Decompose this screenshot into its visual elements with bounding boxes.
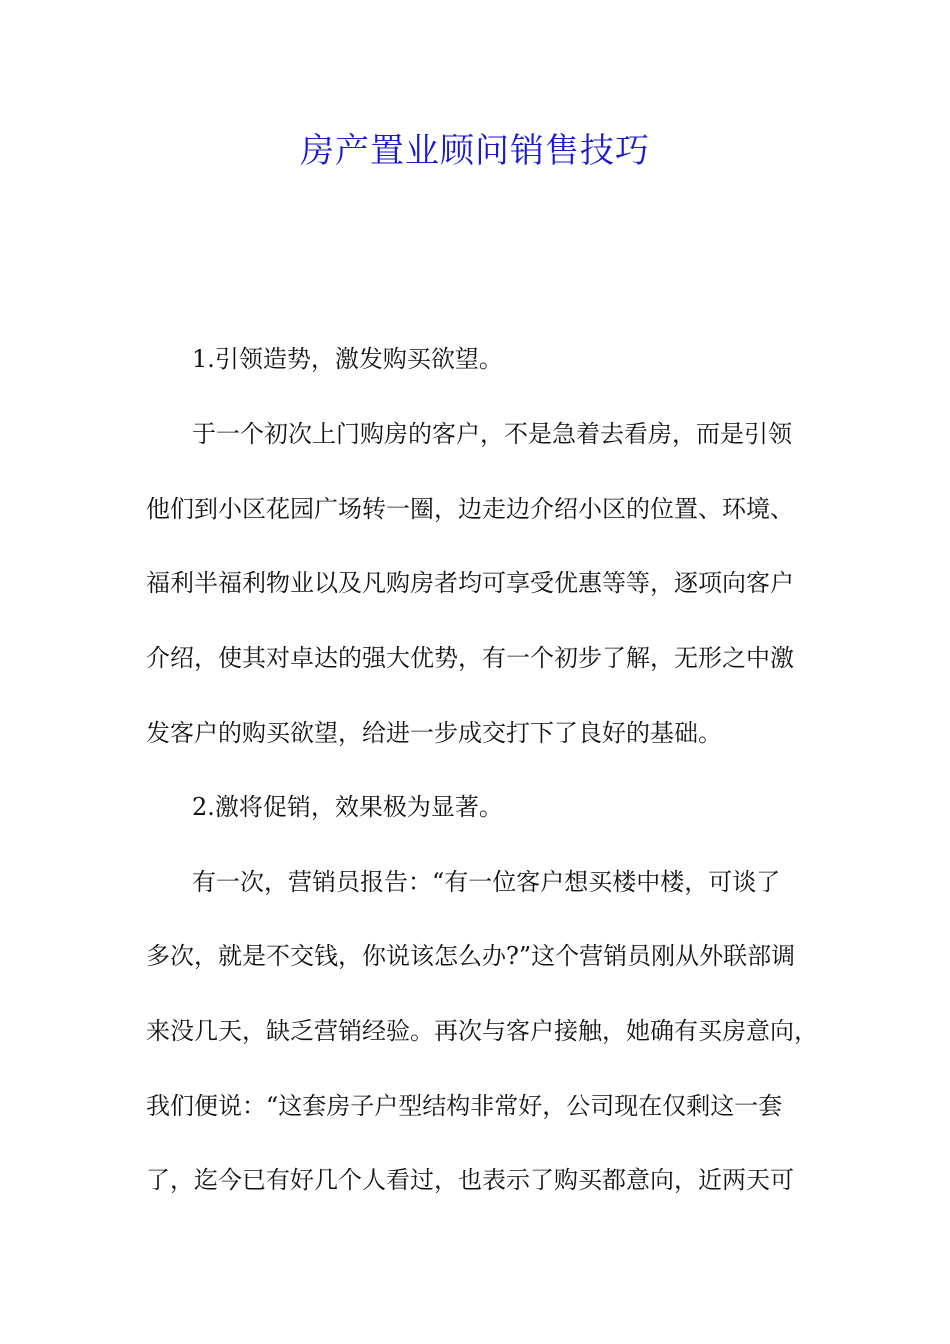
paragraph-line: 多次，就是不交钱，你说该怎么办?”这个营销员刚从外联部调 <box>146 942 796 970</box>
paragraph-line: 发客户的购买欲望，给进一步成交打下了良好的基础。 <box>146 719 722 747</box>
paragraph-line: 介绍，使其对卓达的强大优势，有一个初步了解，无形之中激 <box>146 644 794 672</box>
paragraph-line: 来没几天，缺乏营销经验。再次与客户接触，她确有买房意向， <box>146 1017 818 1045</box>
paragraph-line: 于一个初次上门购房的客户，不是急着去看房，而是引领 <box>192 420 792 448</box>
paragraph-line: 福利半福利物业以及凡购房者均可享受优惠等等，逐项向客户 <box>146 569 794 597</box>
heading-2: 2.激将促销，效果极为显著。 <box>192 793 503 821</box>
paragraph-line: 我们便说：“这套房子户型结构非常好，公司现在仅剩这一套 <box>146 1092 783 1120</box>
paragraph-line: 了，迄今已有好几个人看过，也表示了购买都意向，近两天可 <box>146 1166 794 1194</box>
document-title: 房产置业顾问销售技巧 <box>300 131 650 171</box>
paragraph-line: 他们到小区花园广场转一圈，边走边介绍小区的位置、环境、 <box>146 495 794 523</box>
paragraph-line: 有一次，营销员报告：“有一位客户想买楼中楼，可谈了 <box>192 868 781 896</box>
heading-1: 1.引领造势，激发购买欲望。 <box>192 345 503 373</box>
